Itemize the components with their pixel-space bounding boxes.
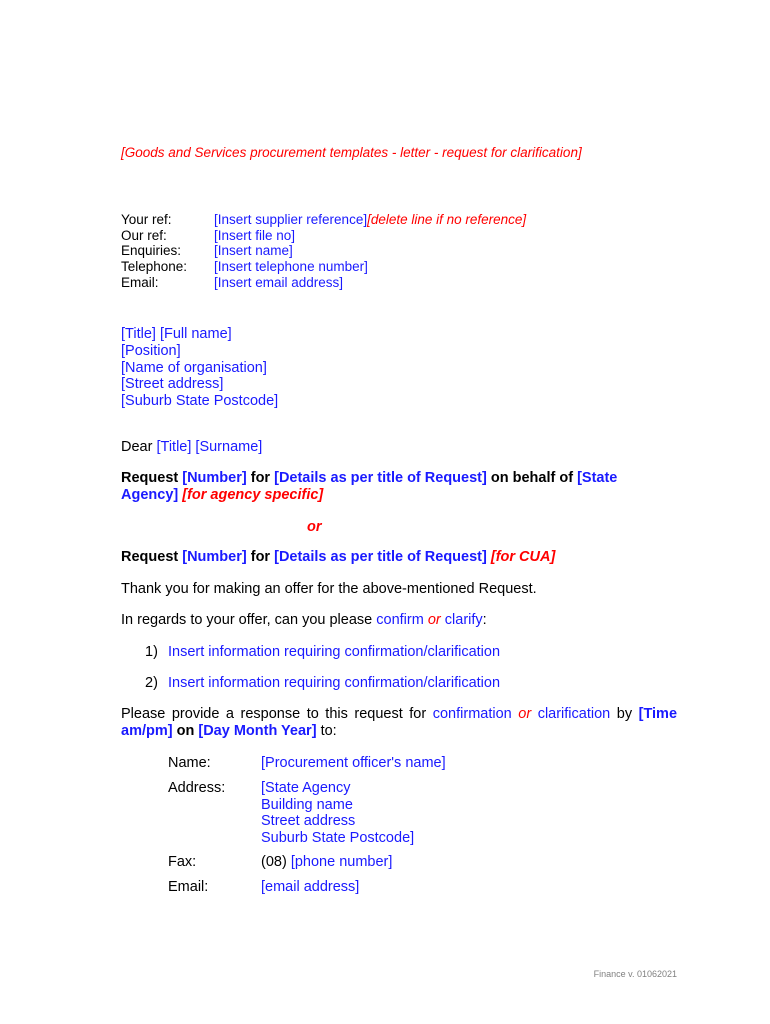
salutation bbox=[121, 439, 262, 456]
subject-agency-name: [State Agency] bbox=[121, 470, 618, 503]
contact-email-row bbox=[168, 879, 446, 896]
recipient-address bbox=[121, 326, 278, 410]
regards-or: or bbox=[427, 612, 441, 628]
or-separator: or bbox=[307, 519, 322, 535]
contact-name-label: Name: bbox=[168, 755, 211, 771]
address-line: Building name bbox=[261, 796, 353, 813]
contact-email-label: Email: bbox=[168, 878, 209, 895]
ref-label: Our ref: bbox=[121, 227, 167, 243]
thanks-paragraph: Thank you for making an offer for the above-mentioned Request. bbox=[121, 581, 537, 597]
fax-number: [phone number] bbox=[290, 853, 393, 870]
contact-name-row bbox=[168, 755, 446, 772]
recipient-organisation: [Name of organisation] bbox=[121, 359, 267, 376]
ref-row-enquiries bbox=[121, 243, 526, 259]
contact-block bbox=[168, 755, 446, 896]
ref-note: [delete line if no reference] bbox=[367, 212, 527, 227]
subject-for-word: for bbox=[250, 470, 271, 486]
contact-fax-value bbox=[261, 854, 392, 871]
response-date: [Day Month Year] bbox=[198, 723, 317, 739]
subject-request-word: Request bbox=[121, 470, 179, 486]
address-line: Suburb State Postcode] bbox=[261, 830, 415, 847]
ref-row-telephone bbox=[121, 259, 526, 275]
response-text: Please provide a response to this request for bbox=[121, 706, 427, 722]
regards-confirm: confirm bbox=[376, 612, 424, 628]
contact-address-label: Address: bbox=[168, 779, 226, 796]
regards-paragraph bbox=[121, 612, 487, 629]
subject-on-behalf: on behalf of bbox=[490, 470, 574, 486]
subject-agency-note: [for agency specific] bbox=[182, 487, 324, 503]
subject-for-word: for bbox=[250, 549, 271, 565]
ref-label: Email: bbox=[121, 274, 159, 290]
response-on: on bbox=[176, 723, 195, 739]
address-line: Street address bbox=[261, 813, 356, 830]
contact-email-value: [email address] bbox=[261, 878, 360, 895]
response-time: [Time am/pm] bbox=[121, 706, 678, 739]
subject-details: [Details as per title of Request] bbox=[274, 549, 487, 565]
ref-value: [Insert file no] bbox=[214, 227, 296, 243]
response-or: or bbox=[518, 706, 532, 722]
subject-request-word: Request bbox=[121, 549, 179, 565]
recipient-street: [Street address] bbox=[121, 376, 224, 393]
contact-address-value bbox=[261, 780, 414, 847]
list-number: 2) bbox=[145, 675, 158, 691]
ref-row-email bbox=[121, 275, 526, 291]
response-confirmation: confirmation bbox=[432, 706, 512, 722]
subject-cua-note: [for CUA] bbox=[490, 549, 556, 565]
subject-number: [Number] bbox=[182, 549, 247, 565]
subject-cua bbox=[121, 549, 555, 566]
reference-block bbox=[121, 212, 526, 291]
list-item bbox=[145, 675, 500, 692]
response-to: to: bbox=[320, 723, 337, 739]
list-number: 1) bbox=[145, 644, 158, 660]
subject-agency bbox=[121, 470, 677, 504]
response-clarification: clarification bbox=[537, 706, 611, 722]
recipient-position: [Position] bbox=[121, 342, 181, 359]
template-title-note: [Goods and Services procurement templates - letter - request for clarification] bbox=[121, 145, 582, 160]
contact-fax-label: Fax: bbox=[168, 853, 197, 870]
list-item bbox=[145, 644, 500, 661]
ref-row-our-ref bbox=[121, 228, 526, 244]
ref-value: [Insert email address] bbox=[214, 274, 344, 290]
subject-number: [Number] bbox=[182, 470, 247, 486]
recipient-suburb: [Suburb State Postcode] bbox=[121, 393, 279, 410]
ref-value: [Insert name] bbox=[214, 243, 293, 259]
contact-address-row bbox=[168, 780, 446, 847]
regards-clarify: clarify bbox=[444, 612, 483, 628]
ref-row-your-ref bbox=[121, 212, 526, 228]
address-line: [State Agency bbox=[261, 779, 351, 796]
fax-prefix: (08) bbox=[261, 853, 287, 870]
contact-fax-row bbox=[168, 854, 446, 871]
response-paragraph bbox=[121, 706, 677, 740]
response-by: by bbox=[616, 706, 633, 722]
ref-label: Enquiries: bbox=[121, 243, 182, 259]
ref-label: Your ref: bbox=[121, 212, 172, 227]
ref-value: [Insert supplier reference] bbox=[214, 212, 368, 227]
ref-label: Telephone: bbox=[121, 259, 188, 275]
salutation-dear: Dear bbox=[121, 439, 153, 455]
contact-name-value: [Procurement officer's name] bbox=[261, 755, 446, 771]
subject-details: [Details as per title of Request] bbox=[274, 470, 487, 486]
regards-text: In regards to your offer, can you please bbox=[121, 612, 373, 628]
footer-version: Finance v. 01062021 bbox=[593, 969, 677, 979]
list-text: Insert information requiring confirmation/clarification bbox=[168, 675, 501, 691]
regards-colon: : bbox=[482, 612, 487, 628]
salutation-name: [Title] [Surname] bbox=[156, 439, 263, 455]
list-text: Insert information requiring confirmation/clarification bbox=[168, 644, 501, 660]
ref-value: [Insert telephone number] bbox=[214, 259, 368, 275]
recipient-title-name: [Title] [Full name] bbox=[121, 326, 232, 342]
